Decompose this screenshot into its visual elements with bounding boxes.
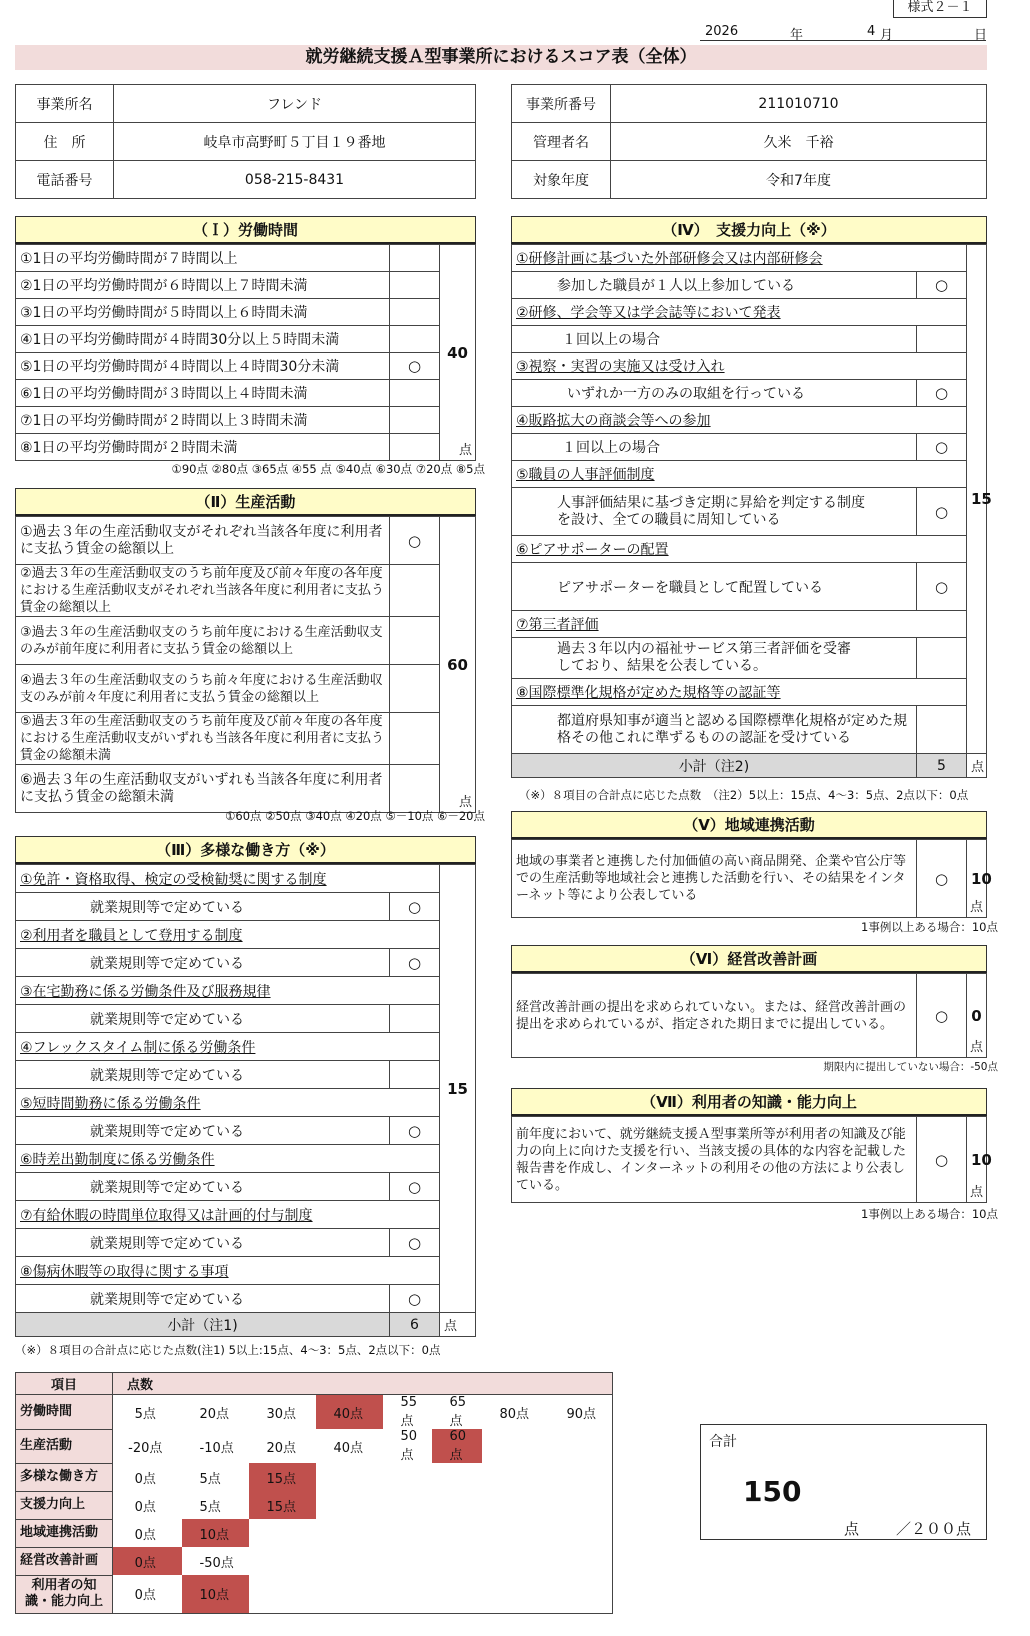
s4-item-head: ①研修計画に基づいた外部研修会又は内部研修会 bbox=[512, 245, 967, 272]
info-label: 対象年度 bbox=[512, 161, 611, 199]
s3-mark: ○ bbox=[390, 893, 440, 921]
section-7-header: （Ⅶ）利用者の知識・能力向上 bbox=[511, 1088, 987, 1116]
s6-score-cell bbox=[967, 974, 987, 1058]
s3-note: （※）８項目の合計点に応じた点数(注1) 5以上:15点、4～3：5点、2点以下：0点 bbox=[15, 1343, 441, 1357]
summary-table bbox=[15, 1372, 613, 1614]
summary-cell bbox=[432, 1575, 482, 1613]
section-3-header: （Ⅲ）多様な働き方（※） bbox=[15, 836, 476, 864]
s3-item-head: ⑦有給休暇の時間単位取得又は計画的付与制度 bbox=[16, 1201, 440, 1229]
s1-mark bbox=[390, 245, 440, 272]
section-6-table bbox=[511, 973, 987, 1058]
s4-item-head: ②研修、学会等又は学会誌等において発表 bbox=[512, 299, 967, 326]
info-label: 管理者名 bbox=[512, 123, 611, 161]
s3-item-sub: 就業規則等で定めている bbox=[16, 1061, 390, 1089]
summary-cell bbox=[432, 1547, 482, 1575]
s3-subtotal-label: 小計（注1) bbox=[16, 1313, 390, 1337]
summary-cell: 20点 bbox=[266, 1440, 297, 1456]
s4-item-head: ⑦第三者評価 bbox=[512, 611, 967, 638]
summary-cell bbox=[316, 1547, 383, 1575]
s5-mark: ○ bbox=[917, 840, 967, 918]
summary-row-label: 支援力向上 bbox=[16, 1491, 113, 1519]
summary-cell: 40点 bbox=[316, 1395, 383, 1430]
info-right-table bbox=[511, 84, 987, 199]
s4-mark: ○ bbox=[917, 488, 967, 536]
s1-item: ⑧1日の平均労働時間が２時間未満 bbox=[16, 434, 390, 461]
date-underline bbox=[700, 40, 986, 41]
summary-cell bbox=[383, 1519, 432, 1547]
s4-item-head: ③視察・実習の実施又は受け入れ bbox=[512, 353, 967, 380]
summary-cell: 15点 bbox=[249, 1463, 316, 1491]
summary-cell bbox=[432, 1463, 482, 1491]
s2-item: ②過去３年の生産活動収支のうち前年度及び前々年度の各年度における生産活動収支がそれぞれ当該各年度に利用者に支払う賃金の総額以上 bbox=[16, 565, 390, 617]
s7-unit: 点 bbox=[969, 1185, 983, 1200]
s1-score-cell bbox=[440, 245, 476, 461]
summary-cell: 0点 bbox=[113, 1463, 182, 1491]
s6-note: 期限内に提出していない場合：-50点 bbox=[823, 1061, 998, 1073]
s5-score-cell bbox=[967, 840, 992, 918]
summary-cell bbox=[432, 1491, 482, 1519]
summary-row-label: 地域連携活動 bbox=[16, 1519, 113, 1547]
form-number: 様式２－１ bbox=[893, 0, 987, 18]
summary-cell bbox=[316, 1491, 383, 1519]
s3-mark: ○ bbox=[390, 1117, 440, 1145]
summary-row bbox=[16, 1547, 613, 1575]
summary-row-label: 労働時間 bbox=[16, 1395, 113, 1430]
summary-cell: 5点 bbox=[199, 1471, 221, 1487]
s7-score-cell bbox=[967, 1117, 992, 1203]
summary-cell: 80点 bbox=[499, 1406, 530, 1422]
s4-subtotal-label: 小計（注2) bbox=[512, 754, 917, 778]
s3-unit: 点 bbox=[440, 1313, 476, 1337]
s7-note: 1事例以上ある場合：10点 bbox=[861, 1207, 998, 1221]
s1-item: ⑦1日の平均労働時間が２時間以上３時間未満 bbox=[16, 407, 390, 434]
date-year: 2026 bbox=[705, 24, 739, 39]
page-title: 就労継続支援Ａ型事業所におけるスコア表（全体） bbox=[15, 45, 987, 70]
summary-row bbox=[16, 1491, 613, 1519]
s4-unit: 点 bbox=[967, 754, 987, 778]
s3-item-head: ⑤短時間勤務に係る労働条件 bbox=[16, 1089, 440, 1117]
s2-mark bbox=[390, 713, 440, 765]
s1-item: ⑤1日の平均労働時間が４時間以上４時間30分未満 bbox=[16, 353, 390, 380]
summary-cell: 20点 bbox=[199, 1406, 230, 1422]
info-label: 事業所名 bbox=[16, 85, 114, 123]
summary-row-label: 経営改善計画 bbox=[16, 1547, 113, 1575]
date-year-unit: 年 bbox=[790, 28, 804, 43]
s4-mark: ○ bbox=[917, 380, 967, 407]
s3-score-cell bbox=[440, 865, 476, 1313]
s4-score: 15 bbox=[971, 490, 992, 508]
s4-mark: ○ bbox=[917, 434, 967, 461]
s6-score: 0 bbox=[971, 1006, 982, 1025]
facility-name: フレンド bbox=[114, 85, 476, 123]
s7-mark: ○ bbox=[917, 1117, 967, 1203]
facility-address: 岐阜市高野町５丁目１９番地 bbox=[114, 123, 476, 161]
summary-cell bbox=[482, 1463, 549, 1491]
summary-row bbox=[16, 1463, 613, 1491]
info-left-table bbox=[15, 84, 476, 199]
s2-score: 60 bbox=[447, 655, 468, 674]
s2-mark bbox=[390, 617, 440, 665]
s2-mark: ○ bbox=[390, 517, 440, 565]
s4-mark bbox=[917, 638, 967, 679]
s1-mark bbox=[390, 407, 440, 434]
s4-item-head: ⑥ピアサポーターの配置 bbox=[512, 536, 967, 563]
s4-item-sub: 都道府県知事が適当と認める国際標準化規格が定めた規格その他これに準ずるものの認証を受けている bbox=[512, 706, 917, 754]
s1-score: 40 bbox=[447, 343, 468, 362]
s5-text: 地域の事業者と連携した付加価値の高い商品開発、企業や官公庁等での生産活動等地域社会と連携した活動を行い、その結果をインターネット等により公表している bbox=[512, 840, 917, 918]
summary-cell: 50点 bbox=[400, 1429, 418, 1463]
s1-mark bbox=[390, 380, 440, 407]
summary-row-label: 利用者の知識・能力向上 bbox=[16, 1575, 113, 1613]
section-4-table bbox=[511, 244, 992, 778]
summary-cell bbox=[549, 1429, 613, 1463]
summary-cell bbox=[383, 1575, 432, 1613]
summary-cell: 10点 bbox=[182, 1519, 249, 1547]
summary-cell bbox=[249, 1575, 316, 1613]
s2-mark bbox=[390, 665, 440, 713]
s3-mark: ○ bbox=[390, 1229, 440, 1257]
section-2-table bbox=[15, 516, 476, 813]
s1-mark bbox=[390, 272, 440, 299]
s2-mark bbox=[390, 765, 440, 813]
summary-cell bbox=[316, 1519, 383, 1547]
summary-cell: 0点 bbox=[113, 1575, 182, 1613]
summary-row bbox=[16, 1575, 613, 1613]
summary-cell: 60点 bbox=[432, 1429, 482, 1463]
s1-mark bbox=[390, 299, 440, 326]
summary-row bbox=[16, 1519, 613, 1547]
s3-item-sub: 就業規則等で定めている bbox=[16, 1173, 390, 1201]
summary-cell: 0点 bbox=[113, 1519, 182, 1547]
s1-unit: 点 bbox=[458, 443, 472, 458]
s2-item: ⑥過去３年の生産活動収支がいずれも当該各年度に利用者に支払う賃金の総額未満 bbox=[16, 765, 390, 813]
summary-cell bbox=[316, 1575, 383, 1613]
s1-item: ①1日の平均労働時間が７時間以上 bbox=[16, 245, 390, 272]
s5-note: 1事例以上ある場合：10点 bbox=[861, 920, 998, 934]
summary-cell: 0点 bbox=[113, 1547, 182, 1575]
summary-cell: 55点 bbox=[400, 1395, 418, 1429]
summary-cell: 5点 bbox=[113, 1395, 182, 1430]
date-month-unit: 月 bbox=[880, 28, 894, 43]
summary-row-label: 多様な働き方 bbox=[16, 1463, 113, 1491]
s4-item-sub: １回以上の場合 bbox=[512, 326, 917, 353]
summary-cell bbox=[249, 1547, 316, 1575]
s4-note: （※）８項目の合計点に応じた点数 （注2）5以上：15点、4～3：5点、2点以下：0点 bbox=[519, 788, 969, 802]
s3-subtotal: 6 bbox=[390, 1313, 440, 1337]
s3-item-head: ⑧傷病休暇等の取得に関する事項 bbox=[16, 1257, 440, 1285]
s3-item-sub: 就業規則等で定めている bbox=[16, 1117, 390, 1145]
facility-phone: 058-215-8431 bbox=[114, 161, 476, 199]
date-month: 4 bbox=[867, 24, 876, 39]
s3-item-sub: 就業規則等で定めている bbox=[16, 893, 390, 921]
summary-cell: 0点 bbox=[113, 1491, 182, 1519]
total-max: ／２００点 bbox=[896, 1520, 972, 1538]
summary-cell: 90点 bbox=[549, 1395, 613, 1430]
section-5-table bbox=[511, 839, 992, 918]
s2-unit: 点 bbox=[458, 795, 472, 810]
facility-number: 211010710 bbox=[611, 85, 987, 123]
s2-mark bbox=[390, 565, 440, 617]
s7-score: 10 bbox=[971, 1150, 992, 1169]
summary-cell bbox=[383, 1491, 432, 1519]
s5-score: 10 bbox=[971, 869, 992, 888]
s1-item: ③1日の平均労働時間が５時間以上６時間未満 bbox=[16, 299, 390, 326]
section-2-header: （Ⅱ）生産活動 bbox=[15, 488, 476, 516]
target-year: 令和7年度 bbox=[611, 161, 987, 199]
s4-subtotal: 5 bbox=[917, 754, 967, 778]
s1-mark: ○ bbox=[390, 353, 440, 380]
section-5-header: （Ⅴ）地域連携活動 bbox=[511, 811, 987, 839]
date-day-unit: 日 bbox=[974, 28, 988, 43]
section-1-header: （Ｉ）労働時間 bbox=[15, 216, 476, 244]
section-4-header: （Ⅳ） 支援力向上（※） bbox=[511, 216, 987, 244]
s2-item: ④過去３年の生産活動収支のうち前々年度における生産活動収支のみが前々年度に利用者に支払う賃金の総額以上 bbox=[16, 665, 390, 713]
summary-cell bbox=[316, 1463, 383, 1491]
summary-row bbox=[16, 1429, 613, 1463]
summary-cell: 5点 bbox=[199, 1499, 221, 1515]
summary-cell bbox=[549, 1463, 613, 1491]
summary-row bbox=[16, 1395, 613, 1430]
s1-mark bbox=[390, 434, 440, 461]
s4-mark bbox=[917, 706, 967, 754]
s3-mark bbox=[390, 1005, 440, 1033]
s3-item-head: ②利用者を職員として登用する制度 bbox=[16, 921, 440, 949]
section-6-header: （Ⅵ）経営改善計画 bbox=[511, 945, 987, 973]
s2-score-cell bbox=[440, 517, 476, 813]
summary-cell bbox=[549, 1491, 613, 1519]
s3-item-sub: 就業規則等で定めている bbox=[16, 1285, 390, 1313]
s2-item: ①過去３年の生産活動収支がそれぞれ当該各年度に利用者に支払う賃金の総額以上 bbox=[16, 517, 390, 565]
s6-mark: ○ bbox=[917, 974, 967, 1058]
s4-score-cell bbox=[967, 245, 992, 754]
info-label: 電話番号 bbox=[16, 161, 114, 199]
s3-mark: ○ bbox=[390, 949, 440, 977]
s1-item: ②1日の平均労働時間が６時間以上７時間未満 bbox=[16, 272, 390, 299]
s4-item-head: ④販路拡大の商談会等への参加 bbox=[512, 407, 967, 434]
s1-item: ⑥1日の平均労働時間が３時間以上４時間未満 bbox=[16, 380, 390, 407]
summary-cell: 10点 bbox=[182, 1575, 249, 1613]
summary-cell bbox=[383, 1547, 432, 1575]
summary-cell: 30点 bbox=[266, 1406, 297, 1422]
s5-unit: 点 bbox=[969, 900, 983, 915]
summary-col-item: 項目 bbox=[16, 1373, 113, 1395]
s3-item-sub: 就業規則等で定めている bbox=[16, 1005, 390, 1033]
summary-cell bbox=[482, 1547, 549, 1575]
s4-item-sub: 過去３年以内の福祉サービス第三者評価を受審しており、結果を公表している。 bbox=[512, 638, 917, 679]
summary-cell bbox=[383, 1463, 432, 1491]
s1-note: ①90点 ②80点 ③65点 ④55 点 ⑤40点 ⑥30点 ⑦20点 ⑧5点 bbox=[171, 462, 485, 476]
summary-cell bbox=[549, 1575, 613, 1613]
info-label: 住 所 bbox=[16, 123, 114, 161]
s3-mark: ○ bbox=[390, 1173, 440, 1201]
s4-mark bbox=[917, 326, 967, 353]
s2-item: ③過去３年の生産活動収支のうち前年度における生産活動収支のみが前年度に利用者に支払う賃金の総額以上 bbox=[16, 617, 390, 665]
section-1-table bbox=[15, 244, 476, 461]
summary-cell: -20点 bbox=[113, 1429, 182, 1463]
summary-cell bbox=[432, 1519, 482, 1547]
s4-item-sub: いずれか一方のみの取組を行っている bbox=[512, 380, 917, 407]
summary-cell bbox=[482, 1575, 549, 1613]
summary-cell bbox=[249, 1519, 316, 1547]
summary-cell bbox=[482, 1429, 549, 1463]
s4-item-head: ⑤職員の人事評価制度 bbox=[512, 461, 967, 488]
summary-cell: -10点 bbox=[199, 1440, 234, 1456]
summary-cell: 40点 bbox=[333, 1440, 364, 1456]
s4-item-head: ⑧国際標準化規格が定めた規格等の認証等 bbox=[512, 679, 967, 706]
s3-item-sub: 就業規則等で定めている bbox=[16, 1229, 390, 1257]
s6-unit: 点 bbox=[969, 1040, 983, 1055]
s7-text: 前年度において、就労継続支援Ａ型事業所等が利用者の知識及び能力の向上に向けた支援を行い、当該支援の具体的な内容を記載した報告書を作成し、インターネットの利用その他の方法により公表している。 bbox=[512, 1117, 917, 1203]
s4-item-sub: １回以上の場合 bbox=[512, 434, 917, 461]
s4-mark: ○ bbox=[917, 563, 967, 611]
total-unit: 点 bbox=[844, 1520, 860, 1538]
summary-cell bbox=[549, 1519, 613, 1547]
total-score: 150 bbox=[743, 1475, 802, 1508]
summary-cell: -50点 bbox=[199, 1555, 234, 1571]
s4-item-sub: 参加した職員が１人以上参加している bbox=[512, 272, 917, 299]
section-7-table bbox=[511, 1116, 992, 1203]
s1-item: ④1日の平均労働時間が４時間30分以上５時間未満 bbox=[16, 326, 390, 353]
s4-mark: ○ bbox=[917, 272, 967, 299]
s3-item-head: ⑥時差出勤制度に係る労働条件 bbox=[16, 1145, 440, 1173]
manager-name: 久米 千裕 bbox=[611, 123, 987, 161]
summary-col-points: 点数 bbox=[113, 1373, 613, 1395]
s4-item-sub: 人事評価結果に基づき定期に昇給を判定する制度を設け、全ての職員に周知している bbox=[512, 488, 917, 536]
section-3-table bbox=[15, 864, 476, 1337]
s3-item-head: ④フレックスタイム制に係る労働条件 bbox=[16, 1033, 440, 1061]
s3-item-head: ①免許・資格取得、検定の受検勧奨に関する制度 bbox=[16, 865, 440, 893]
s2-item: ⑤過去３年の生産活動収支のうち前年度及び前々年度の各年度における生産活動収支がいずれも当該各年度に利用者に支払う賃金の総額未満 bbox=[16, 713, 390, 765]
s3-item-head: ③在宅勤務に係る労働条件及び服務規律 bbox=[16, 977, 440, 1005]
summary-cell bbox=[482, 1491, 549, 1519]
summary-cell: 15点 bbox=[249, 1491, 316, 1519]
s4-item-sub: ピアサポーターを職員として配置している bbox=[512, 563, 917, 611]
summary-cell bbox=[482, 1519, 549, 1547]
info-label: 事業所番号 bbox=[512, 85, 611, 123]
s3-mark bbox=[390, 1061, 440, 1089]
s3-mark: ○ bbox=[390, 1285, 440, 1313]
summary-row-label: 生産活動 bbox=[16, 1429, 113, 1463]
total-box bbox=[700, 1424, 987, 1540]
summary-cell: 65点 bbox=[449, 1395, 467, 1429]
s1-mark bbox=[390, 326, 440, 353]
s3-item-sub: 就業規則等で定めている bbox=[16, 949, 390, 977]
s2-note: ①60点 ②50点 ③40点 ④20点 ⑤－10点 ⑥－20点 bbox=[225, 809, 485, 823]
s6-text: 経営改善計画の提出を求められていない。または、経営改善計画の提出を求められているが、指定された期日までに提出している。 bbox=[512, 974, 917, 1058]
total-label: 合計 bbox=[709, 1434, 737, 1450]
s3-score: 15 bbox=[447, 1079, 468, 1098]
summary-cell bbox=[549, 1547, 613, 1575]
